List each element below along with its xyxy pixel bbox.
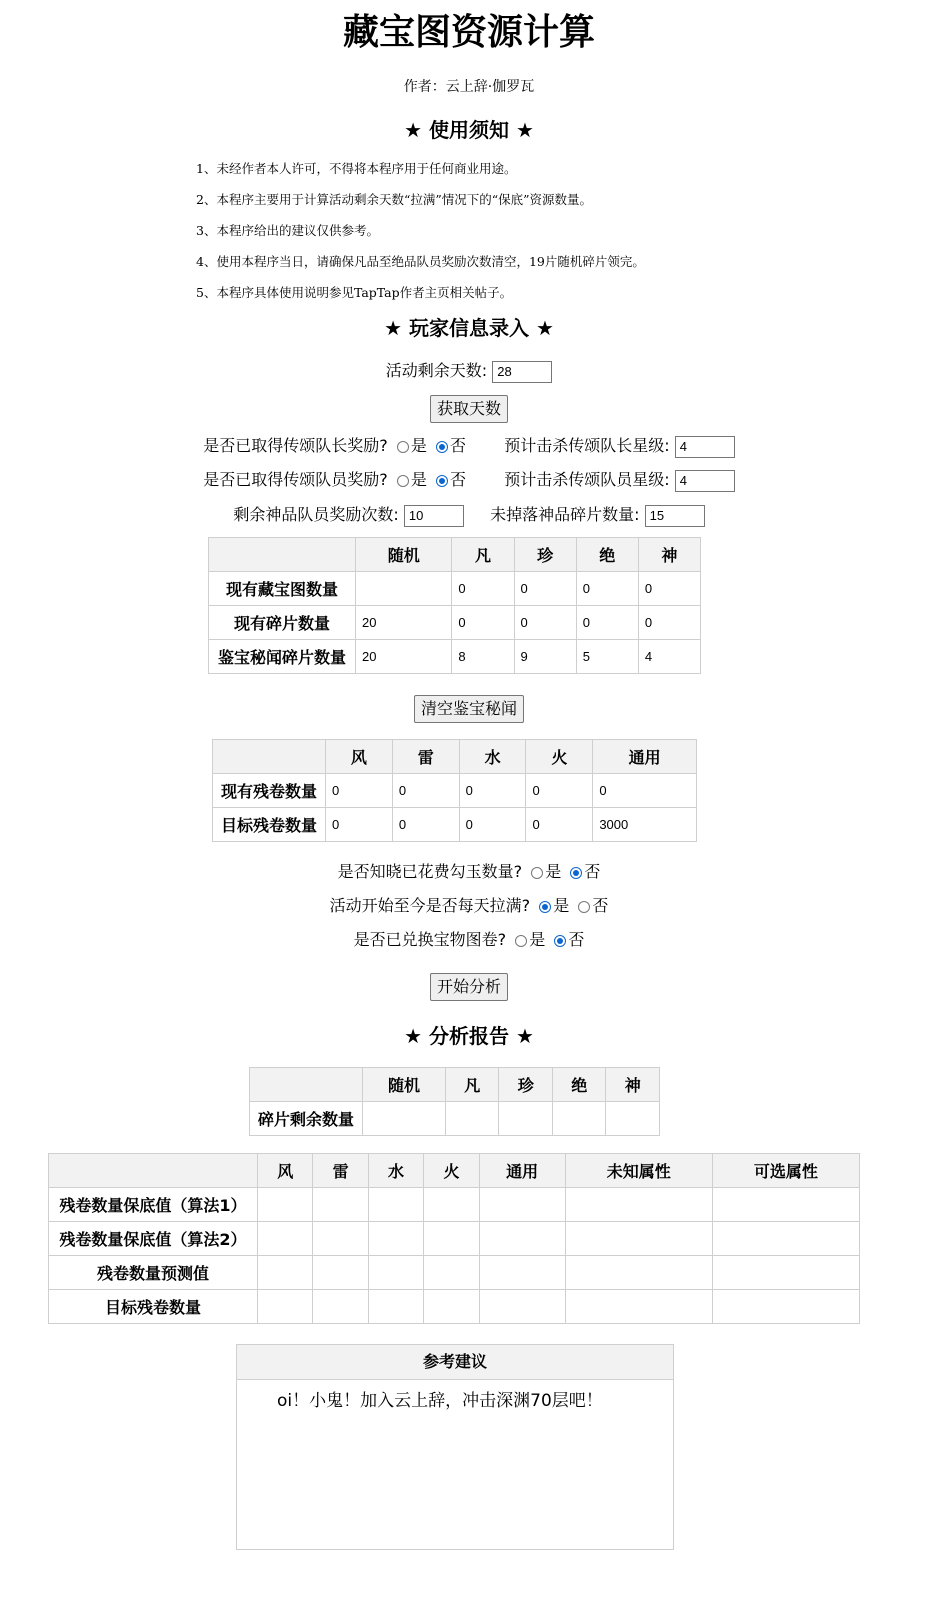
advice-heading: 参考建议 xyxy=(237,1345,673,1380)
table-row xyxy=(49,1256,860,1290)
yes-label: 是 xyxy=(553,896,570,915)
row-header: 现有残卷数量 xyxy=(213,774,326,808)
table-cell xyxy=(258,1188,313,1222)
leader-star-input[interactable] xyxy=(675,436,735,458)
no-label: 否 xyxy=(584,862,601,881)
leader-no-radio[interactable] xyxy=(436,441,448,453)
divine-count-label: 剩余神品队员奖励次数: xyxy=(233,505,399,524)
table-cell[interactable]: 0 xyxy=(593,774,697,808)
col-header: 凡 xyxy=(446,1068,499,1102)
table-row xyxy=(49,1222,860,1256)
row-header: 残卷数量保底值（算法1） xyxy=(49,1188,258,1222)
leader-row xyxy=(0,434,938,458)
table-cell xyxy=(565,1290,712,1324)
table-cell[interactable]: 0 xyxy=(576,606,638,640)
days-input[interactable] xyxy=(492,361,552,383)
table-cell[interactable]: 0 xyxy=(526,808,593,842)
table-cell[interactable]: 4 xyxy=(638,640,700,674)
table-cell xyxy=(368,1256,423,1290)
table-cell[interactable]: 0 xyxy=(392,774,459,808)
no-label: 否 xyxy=(592,896,609,915)
table-cell[interactable]: 9 xyxy=(514,640,576,674)
analyze-button[interactable]: 开始分析 xyxy=(430,973,508,1001)
row-header: 目标残卷数量 xyxy=(49,1290,258,1324)
leader-star-label: 预计击杀传颂队长星级: xyxy=(504,436,670,455)
leader-yes-radio[interactable] xyxy=(397,441,409,453)
yes-label: 是 xyxy=(410,436,427,455)
table-row xyxy=(250,1102,660,1136)
report-heading: ★ 分析报告 ★ xyxy=(404,1024,534,1048)
col-header: 风 xyxy=(258,1154,313,1188)
table-cell[interactable]: 0 xyxy=(459,774,526,808)
fragment-report-table xyxy=(249,1067,660,1136)
table-cell[interactable]: 0 xyxy=(526,774,593,808)
table-row xyxy=(49,1188,860,1222)
get-days-button[interactable]: 获取天数 xyxy=(430,395,508,423)
table-cell xyxy=(424,1222,479,1256)
col-header: 水 xyxy=(459,740,526,774)
page-title: 藏宝图资源计算 xyxy=(342,12,595,53)
col-header: 珍 xyxy=(514,538,576,572)
table-cell xyxy=(712,1188,859,1222)
table-cell xyxy=(499,1102,552,1136)
row-header: 现有藏宝图数量 xyxy=(209,572,356,606)
col-header: 水 xyxy=(368,1154,423,1188)
scroll-report-table xyxy=(48,1153,860,1324)
table-cell[interactable]: 0 xyxy=(326,774,393,808)
row-header: 残卷数量预测值 xyxy=(49,1256,258,1290)
table-cell[interactable]: 20 xyxy=(356,640,452,674)
table-cell xyxy=(368,1188,423,1222)
input-heading: ★ 玩家信息录入 ★ xyxy=(384,316,554,340)
table-cell xyxy=(712,1290,859,1324)
question-row-1 xyxy=(0,860,938,884)
table-cell[interactable]: 0 xyxy=(514,606,576,640)
table-cell xyxy=(446,1102,499,1136)
notice-item: 3、本程序给出的建议仅供参考。 xyxy=(196,223,379,238)
question-row-2 xyxy=(0,894,938,918)
yes-label: 是 xyxy=(545,862,562,881)
table-cell[interactable]: 5 xyxy=(576,640,638,674)
table-cell xyxy=(363,1102,446,1136)
col-header: 绝 xyxy=(552,1068,605,1102)
table-cell[interactable]: 8 xyxy=(452,640,514,674)
col-header: 火 xyxy=(526,740,593,774)
yes-label: 是 xyxy=(410,470,427,489)
analyze-row xyxy=(0,973,938,1001)
table-cell xyxy=(368,1222,423,1256)
table-cell[interactable]: 0 xyxy=(452,606,514,640)
no-label: 否 xyxy=(450,436,467,455)
table-cell xyxy=(313,1222,368,1256)
question-row-3 xyxy=(0,928,938,952)
table-cell xyxy=(313,1290,368,1324)
table-cell xyxy=(479,1290,565,1324)
table-cell xyxy=(424,1256,479,1290)
advice-box xyxy=(236,1344,674,1550)
col-header: 凡 xyxy=(452,538,514,572)
table-cell xyxy=(606,1102,660,1136)
table-cell xyxy=(479,1188,565,1222)
q1-no-radio[interactable] xyxy=(570,867,582,879)
col-header: 通用 xyxy=(593,740,697,774)
table-cell xyxy=(712,1256,859,1290)
col-header: 随机 xyxy=(363,1068,446,1102)
author-line: 作者：云上辞·伽罗瓦 xyxy=(403,79,535,95)
days-row xyxy=(0,359,938,383)
question-label: 是否知晓已花费勾玉数量? xyxy=(337,862,523,881)
table-cell xyxy=(565,1256,712,1290)
table-cell xyxy=(424,1188,479,1222)
undropped-input[interactable] xyxy=(645,505,705,527)
clear-button[interactable]: 清空鉴宝秘闻 xyxy=(414,695,524,723)
notice-list xyxy=(196,158,645,313)
col-header: 雷 xyxy=(392,740,459,774)
table-cell[interactable]: 0 xyxy=(638,606,700,640)
table-cell xyxy=(552,1102,605,1136)
table-cell xyxy=(479,1256,565,1290)
table-row xyxy=(209,606,701,640)
row-header: 目标残卷数量 xyxy=(213,808,326,842)
clear-row xyxy=(0,695,938,723)
table-cell xyxy=(565,1188,712,1222)
member-star-label: 预计击杀传颂队员星级: xyxy=(504,470,670,489)
table-row xyxy=(209,572,701,606)
notice-item: 1、未经作者本人许可，不得将本程序用于任何商业用途。 xyxy=(196,161,517,176)
row-header: 鉴宝秘闻碎片数量 xyxy=(209,640,356,674)
table-cell[interactable] xyxy=(356,572,452,606)
divine-count-input[interactable] xyxy=(404,505,464,527)
table-cell xyxy=(258,1222,313,1256)
table-cell xyxy=(424,1290,479,1324)
table-cell[interactable]: 0 xyxy=(326,808,393,842)
table-row xyxy=(213,774,697,808)
undropped-label: 未掉落神品碎片数量: xyxy=(490,505,640,524)
col-header: 未知属性 xyxy=(565,1154,712,1188)
q3-yes-radio[interactable] xyxy=(515,935,527,947)
leader-reward-label: 是否已取得传颂队长奖励? xyxy=(203,436,388,455)
member-no-radio[interactable] xyxy=(436,475,448,487)
member-row xyxy=(0,468,938,492)
table-cell xyxy=(258,1256,313,1290)
col-header: 绝 xyxy=(576,538,638,572)
yes-label: 是 xyxy=(529,930,546,949)
days-label: 活动剩余天数: xyxy=(385,361,488,380)
col-header: 风 xyxy=(326,740,393,774)
q3-no-radio[interactable] xyxy=(554,935,566,947)
get-days-row xyxy=(0,395,938,423)
col-header xyxy=(250,1068,363,1102)
row-header: 现有碎片数量 xyxy=(209,606,356,640)
col-header xyxy=(209,538,356,572)
row-header: 残卷数量保底值（算法2） xyxy=(49,1222,258,1256)
table-cell xyxy=(712,1222,859,1256)
scroll-table xyxy=(212,739,697,842)
table-cell xyxy=(313,1256,368,1290)
table-cell[interactable]: 0 xyxy=(638,572,700,606)
notice-item: 5、本程序具体使用说明参见TapTap作者主页相关帖子。 xyxy=(196,285,513,300)
map-table xyxy=(208,537,701,674)
table-cell[interactable]: 0 xyxy=(576,572,638,606)
question-label: 活动开始至今是否每天拉满? xyxy=(329,896,531,915)
col-header xyxy=(213,740,326,774)
table-cell xyxy=(258,1290,313,1324)
notice-item: 4、使用本程序当日，请确保凡品至绝品队员奖励次数清空，19片随机碎片领完。 xyxy=(196,254,645,269)
col-header: 珍 xyxy=(499,1068,552,1102)
table-cell[interactable]: 0 xyxy=(452,572,514,606)
table-row xyxy=(209,640,701,674)
table-row xyxy=(213,808,697,842)
table-cell[interactable]: 20 xyxy=(356,606,452,640)
row-header: 碎片剩余数量 xyxy=(250,1102,363,1136)
member-reward-label: 是否已取得传颂队员奖励? xyxy=(203,470,388,489)
table-cell[interactable]: 0 xyxy=(514,572,576,606)
member-star-input[interactable] xyxy=(675,470,735,492)
divine-row xyxy=(0,503,938,527)
no-label: 否 xyxy=(568,930,585,949)
table-cell xyxy=(479,1222,565,1256)
q1-yes-radio[interactable] xyxy=(531,867,543,879)
col-header: 通用 xyxy=(479,1154,565,1188)
table-cell xyxy=(368,1290,423,1324)
table-cell[interactable]: 3000 xyxy=(593,808,697,842)
col-header: 火 xyxy=(424,1154,479,1188)
table-cell[interactable]: 0 xyxy=(459,808,526,842)
col-header: 神 xyxy=(606,1068,660,1102)
col-header: 神 xyxy=(638,538,700,572)
q2-no-radio[interactable] xyxy=(578,901,590,913)
col-header xyxy=(49,1154,258,1188)
notice-item: 2、本程序主要用于计算活动剩余天数“拉满”情况下的“保底”资源数量。 xyxy=(196,192,593,207)
col-header: 可选属性 xyxy=(712,1154,859,1188)
member-yes-radio[interactable] xyxy=(397,475,409,487)
table-cell[interactable]: 0 xyxy=(392,808,459,842)
table-row xyxy=(49,1290,860,1324)
col-header: 随机 xyxy=(356,538,452,572)
table-cell xyxy=(565,1222,712,1256)
question-label: 是否已兑换宝物图卷? xyxy=(353,930,507,949)
q2-yes-radio[interactable] xyxy=(539,901,551,913)
advice-text: oi！小鬼！加入云上辞，冲击深渊70层吧！ xyxy=(277,1391,603,1411)
col-header: 雷 xyxy=(313,1154,368,1188)
no-label: 否 xyxy=(450,470,467,489)
notice-heading: ★ 使用须知 ★ xyxy=(404,118,534,142)
table-cell xyxy=(313,1188,368,1222)
